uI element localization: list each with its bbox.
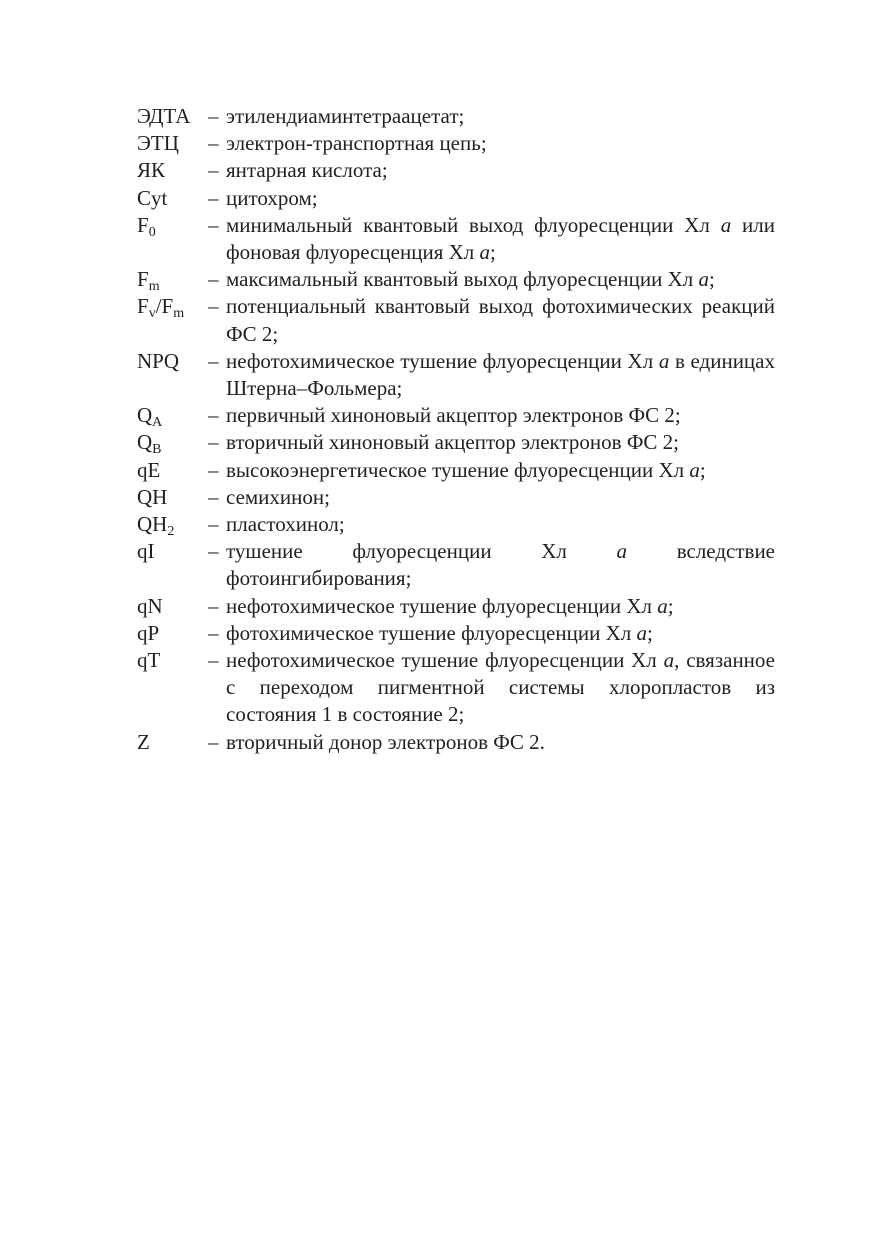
definition-text: тушение флуоресценции Хл xyxy=(226,539,617,564)
definition-text: , связанное с переходом пигментной системы хлоропластов из состояния 1 в состояние 2; xyxy=(226,648,775,727)
abbreviation-entry xyxy=(137,293,775,347)
abbreviation-definition xyxy=(208,293,775,347)
definition-text: ; xyxy=(667,593,674,618)
abbreviation-entry xyxy=(137,511,775,538)
term-text: /F xyxy=(155,294,174,319)
abbreviation-entry xyxy=(137,212,775,266)
chlorophyll-italic-letter: a xyxy=(636,620,647,645)
abbreviation-entry xyxy=(137,103,775,130)
term-subscript: B xyxy=(152,442,162,458)
abbreviation-term xyxy=(137,729,150,756)
abbreviation-term xyxy=(137,266,160,293)
abbreviation-entry xyxy=(137,647,775,729)
abbreviation-term xyxy=(137,130,179,157)
definition-text: ; xyxy=(490,240,496,265)
definition-text: ; xyxy=(699,457,706,482)
abbreviation-entry xyxy=(137,348,775,402)
chlorophyll-italic-letter: a xyxy=(663,648,675,673)
chlorophyll-italic-letter: a xyxy=(720,212,732,237)
abbreviation-definition xyxy=(208,130,775,157)
term-subscript: m xyxy=(173,306,185,322)
abbreviation-entry xyxy=(137,157,775,184)
definition-text: вследствие фотоингибирования; xyxy=(226,539,776,591)
term-text: qE xyxy=(137,457,161,482)
definition-dash: – xyxy=(208,593,219,618)
definition-dash: – xyxy=(208,403,219,428)
term-text: ЭТЦ xyxy=(137,131,179,156)
abbreviation-entry xyxy=(137,429,775,456)
term-subscript: A xyxy=(152,415,163,431)
definition-dash: – xyxy=(208,539,219,564)
term-text: Q xyxy=(137,403,153,428)
abbreviation-term xyxy=(137,103,190,130)
abbreviation-term xyxy=(137,348,179,375)
term-text: qI xyxy=(137,539,155,564)
term-text: F xyxy=(137,212,149,237)
definition-text: вторичный донор электронов ФС 2. xyxy=(226,729,545,754)
abbreviation-definition xyxy=(208,511,775,538)
abbreviation-term xyxy=(137,429,162,456)
abbreviation-definition xyxy=(208,348,775,402)
term-text: F xyxy=(137,267,149,292)
definition-text: пластохинол; xyxy=(226,512,345,537)
abbreviation-definition xyxy=(208,185,775,212)
definition-text: ; xyxy=(708,267,715,292)
definition-dash: – xyxy=(208,729,219,754)
definition-dash: – xyxy=(208,457,219,482)
term-text: qN xyxy=(137,593,163,618)
definition-text: потенциальный квантовый выход фотохимических реакций ФС 2; xyxy=(226,294,775,346)
definition-dash: – xyxy=(208,512,219,537)
abbreviation-definition xyxy=(208,620,775,647)
definition-text: семихинон; xyxy=(226,484,330,509)
definition-text: или фоновая флуоресценция Хл xyxy=(226,212,775,265)
definition-text: нефотохимическое тушение флуоресценции Хл xyxy=(226,648,664,673)
abbreviation-term xyxy=(137,402,162,429)
abbreviation-entry xyxy=(137,538,775,592)
abbreviation-term xyxy=(137,185,167,212)
definition-text: фотохимическое тушение флуоресценции Хл xyxy=(226,620,637,645)
chlorophyll-italic-letter: a xyxy=(616,539,628,564)
abbreviation-term xyxy=(137,511,174,538)
abbreviation-definition xyxy=(208,593,775,620)
definition-text: ; xyxy=(646,620,653,645)
abbreviation-entry xyxy=(137,266,775,293)
term-subscript: m xyxy=(148,279,160,295)
abbreviation-definition xyxy=(208,266,775,293)
abbreviation-term xyxy=(137,484,167,511)
abbreviation-entry xyxy=(137,484,775,511)
abbreviation-definition xyxy=(208,647,775,729)
definition-dash: – xyxy=(208,484,219,509)
definition-dash: – xyxy=(208,348,219,373)
definition-dash: – xyxy=(208,620,219,645)
abbreviation-entry xyxy=(137,593,775,620)
abbreviation-definition xyxy=(208,538,775,592)
chlorophyll-italic-letter: a xyxy=(479,240,490,265)
term-text: ЭДТА xyxy=(137,104,191,128)
abbreviation-term xyxy=(137,457,160,484)
definition-dash: – xyxy=(208,185,219,210)
definition-dash: – xyxy=(208,430,219,455)
term-text: qT xyxy=(137,648,161,673)
abbreviation-entry xyxy=(137,402,775,429)
definition-text: нефотохимическое тушение флуоресценции Хл xyxy=(226,348,659,373)
term-text: qP xyxy=(137,620,160,645)
chlorophyll-italic-letter: a xyxy=(658,348,670,373)
definition-dash: – xyxy=(208,648,219,673)
definition-text: минимальный квантовый выход флуоресценции Хл xyxy=(226,212,721,237)
abbreviation-term xyxy=(137,593,163,620)
abbreviation-term xyxy=(137,293,184,320)
definition-dash: – xyxy=(208,131,219,156)
definition-text: этилендиаминтетраацетат; xyxy=(226,104,465,128)
chlorophyll-italic-letter: a xyxy=(657,593,668,618)
definition-text: янтарная кислота; xyxy=(226,158,388,183)
term-text: Q xyxy=(137,430,153,455)
abbreviation-term xyxy=(137,538,155,565)
abbreviation-definition xyxy=(208,103,775,130)
definition-text: цитохром; xyxy=(226,185,318,210)
chlorophyll-italic-letter: a xyxy=(698,267,709,292)
abbreviation-entry xyxy=(137,457,775,484)
definition-text: вторичный хиноновый акцептор электронов ФС 2; xyxy=(226,430,680,455)
definition-text: нефотохимическое тушение флуоресценции Хл xyxy=(226,593,658,618)
term-text: QH xyxy=(137,484,168,509)
abbreviation-definition xyxy=(208,457,775,484)
term-text: Cyt xyxy=(137,185,168,210)
abbreviation-entry xyxy=(137,729,775,756)
term-text: ЯК xyxy=(137,158,166,183)
chlorophyll-italic-letter: a xyxy=(689,457,700,482)
term-subscript: v xyxy=(148,306,156,322)
definition-text: первичный хиноновый акцептор электронов ФС 2; xyxy=(226,403,681,428)
term-text: Z xyxy=(137,729,150,754)
definition-text: высокоэнергетическое тушение флуоресценции Хл xyxy=(226,457,690,482)
term-subscript: 0 xyxy=(148,224,156,240)
term-text: QH xyxy=(137,512,168,537)
definition-dash: – xyxy=(208,267,219,292)
definition-text: электрон-транспортная цепь; xyxy=(226,131,487,156)
abbreviation-definition xyxy=(208,484,775,511)
abbreviation-term xyxy=(137,620,159,647)
definition-text: максимальный квантовый выход флуоресценции Хл xyxy=(226,267,699,292)
abbreviation-entry xyxy=(137,185,775,212)
abbreviation-term xyxy=(137,212,156,239)
abbreviation-list xyxy=(137,103,775,756)
abbreviation-entry xyxy=(137,130,775,157)
abbreviation-definition xyxy=(208,729,775,756)
term-text: F xyxy=(137,294,149,319)
abbreviation-definition xyxy=(208,212,775,266)
abbreviation-definition xyxy=(208,157,775,184)
abbreviation-term xyxy=(137,157,165,184)
term-text: NPQ xyxy=(137,348,180,373)
abbreviation-entry xyxy=(137,620,775,647)
abbreviation-term xyxy=(137,647,160,674)
abbreviation-definition xyxy=(208,429,775,456)
definition-dash: – xyxy=(208,158,219,183)
term-subscript: 2 xyxy=(167,524,175,540)
definition-text: в единицах Штерна–Фольмера; xyxy=(226,348,775,401)
abbreviation-definition xyxy=(208,402,775,429)
definition-dash: – xyxy=(208,212,219,237)
definition-dash: – xyxy=(208,104,219,128)
definition-dash: – xyxy=(208,294,219,319)
